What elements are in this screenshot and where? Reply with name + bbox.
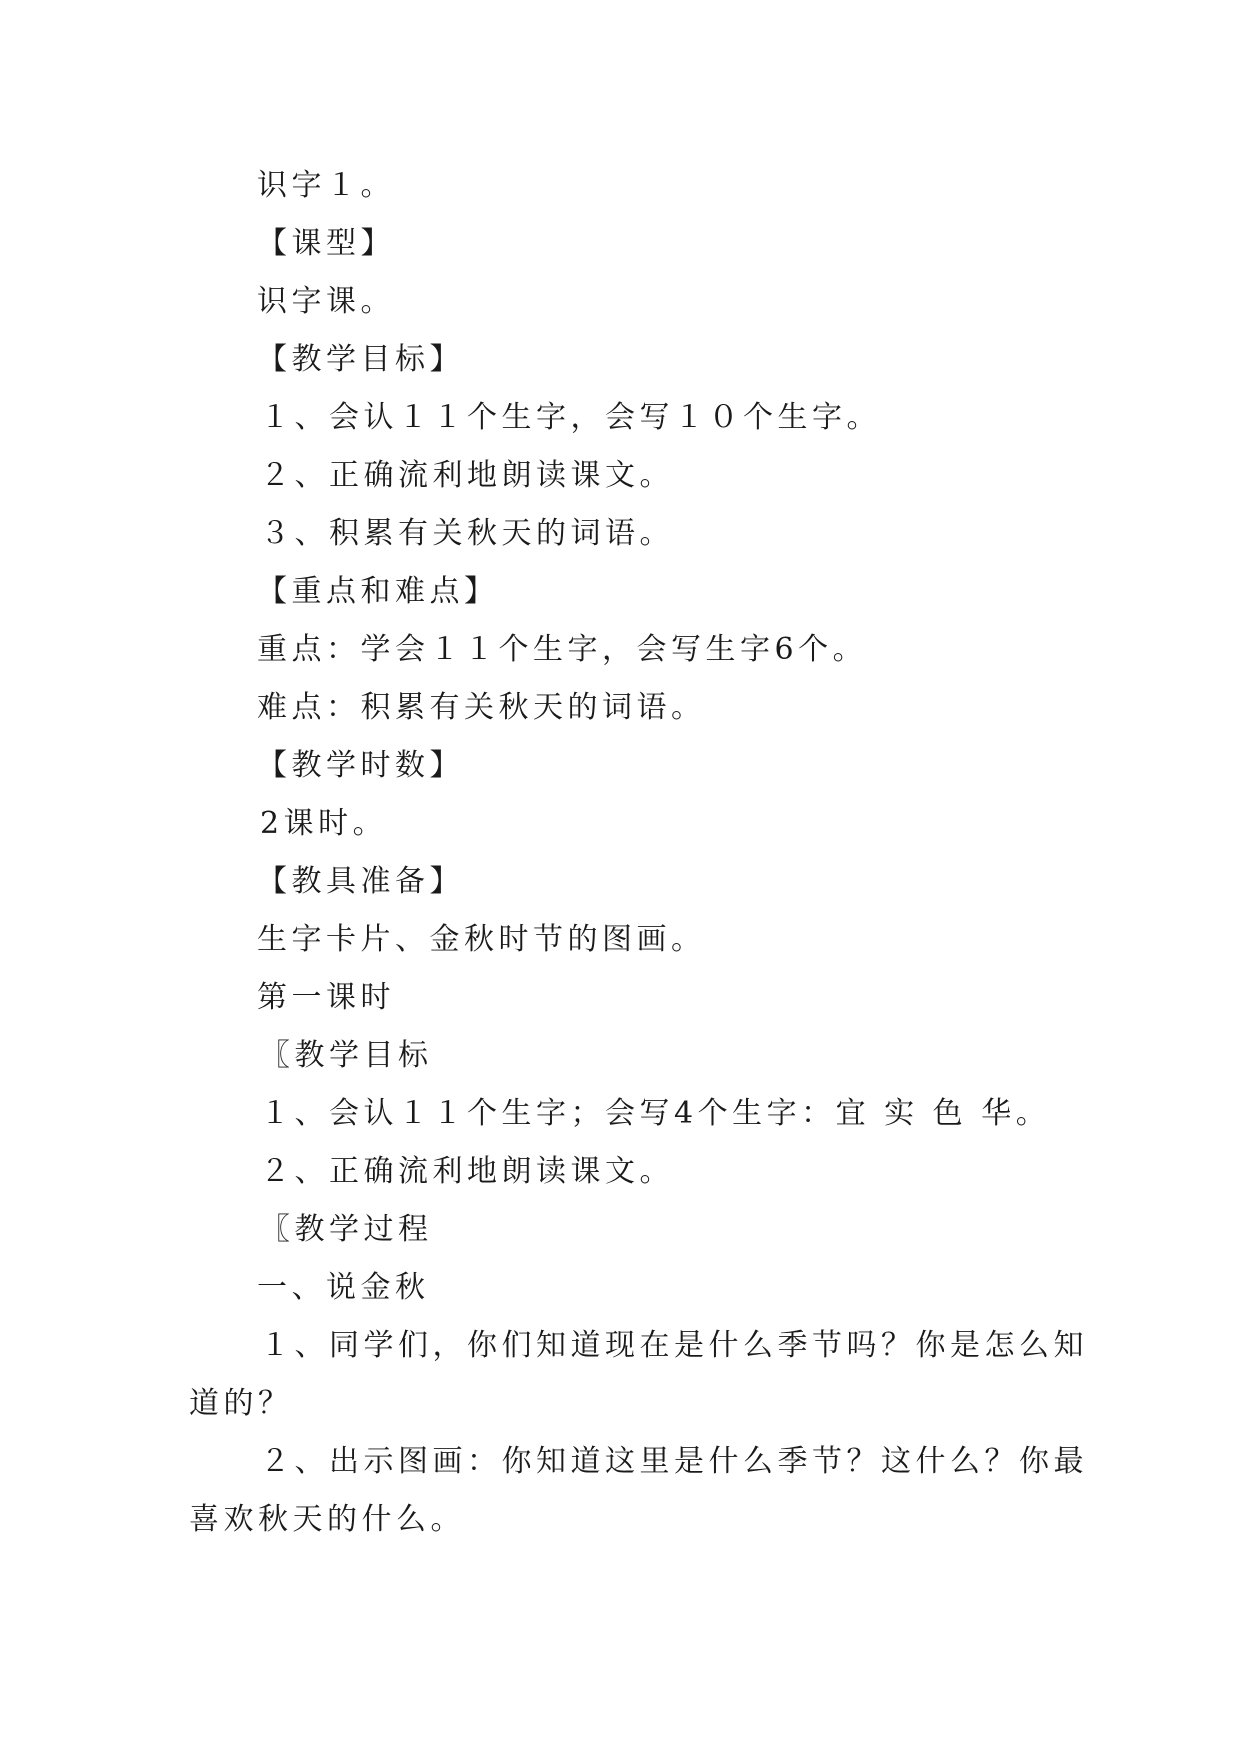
lesson-title: 识字１。 [257, 168, 395, 203]
process-step-1-heading: 一、说金秋 [257, 1270, 430, 1305]
first-lesson-heading: 第一课时 [257, 980, 395, 1015]
process-paragraph-1-line-1: １、同学们，你们知道现在是什么季节吗？你是怎么知 [260, 1328, 1088, 1363]
section-heading-teaching-goals: 【教学目标】 [257, 342, 464, 377]
teaching-aids-text: 生字卡片、金秋时节的图画。 [257, 922, 706, 957]
goal-item-3: ３、积累有关秋天的词语。 [260, 516, 674, 551]
lesson1-goal-item-2: ２、正确流利地朗读课文。 [260, 1154, 674, 1189]
class-hours-text: 2课时。 [260, 806, 388, 841]
section-heading-teaching-aids: 【教具准备】 [257, 864, 464, 899]
subheading-teaching-process: 〖教学过程 [260, 1212, 433, 1247]
process-paragraph-2-line-1: ２、出示图画：你知道这里是什么季节？这什么？你最 [260, 1444, 1088, 1479]
goal-item-1: １、会认１１个生字，会写１０个生字。 [260, 400, 881, 435]
process-paragraph-2-line-2: 喜欢秋天的什么。 [189, 1502, 465, 1537]
section-heading-key-points: 【重点和难点】 [257, 574, 499, 609]
goal-item-2: ２、正确流利地朗读课文。 [260, 458, 674, 493]
difficulty-text: 难点：积累有关秋天的词语。 [257, 690, 706, 725]
lesson-type-text: 识字课。 [257, 284, 395, 319]
section-heading-class-hours: 【教学时数】 [257, 748, 464, 783]
lesson1-goal-item-1: １、会认１１个生字；会写4个生字：宜 实 色 华。 [260, 1096, 1051, 1131]
subheading-teaching-goals: 〖教学目标 [260, 1038, 433, 1073]
section-heading-lesson-type: 【课型】 [257, 226, 395, 261]
process-paragraph-1-line-2: 道的？ [189, 1386, 293, 1421]
key-point-text: 重点：学会１１个生字，会写生字6个。 [257, 632, 868, 667]
